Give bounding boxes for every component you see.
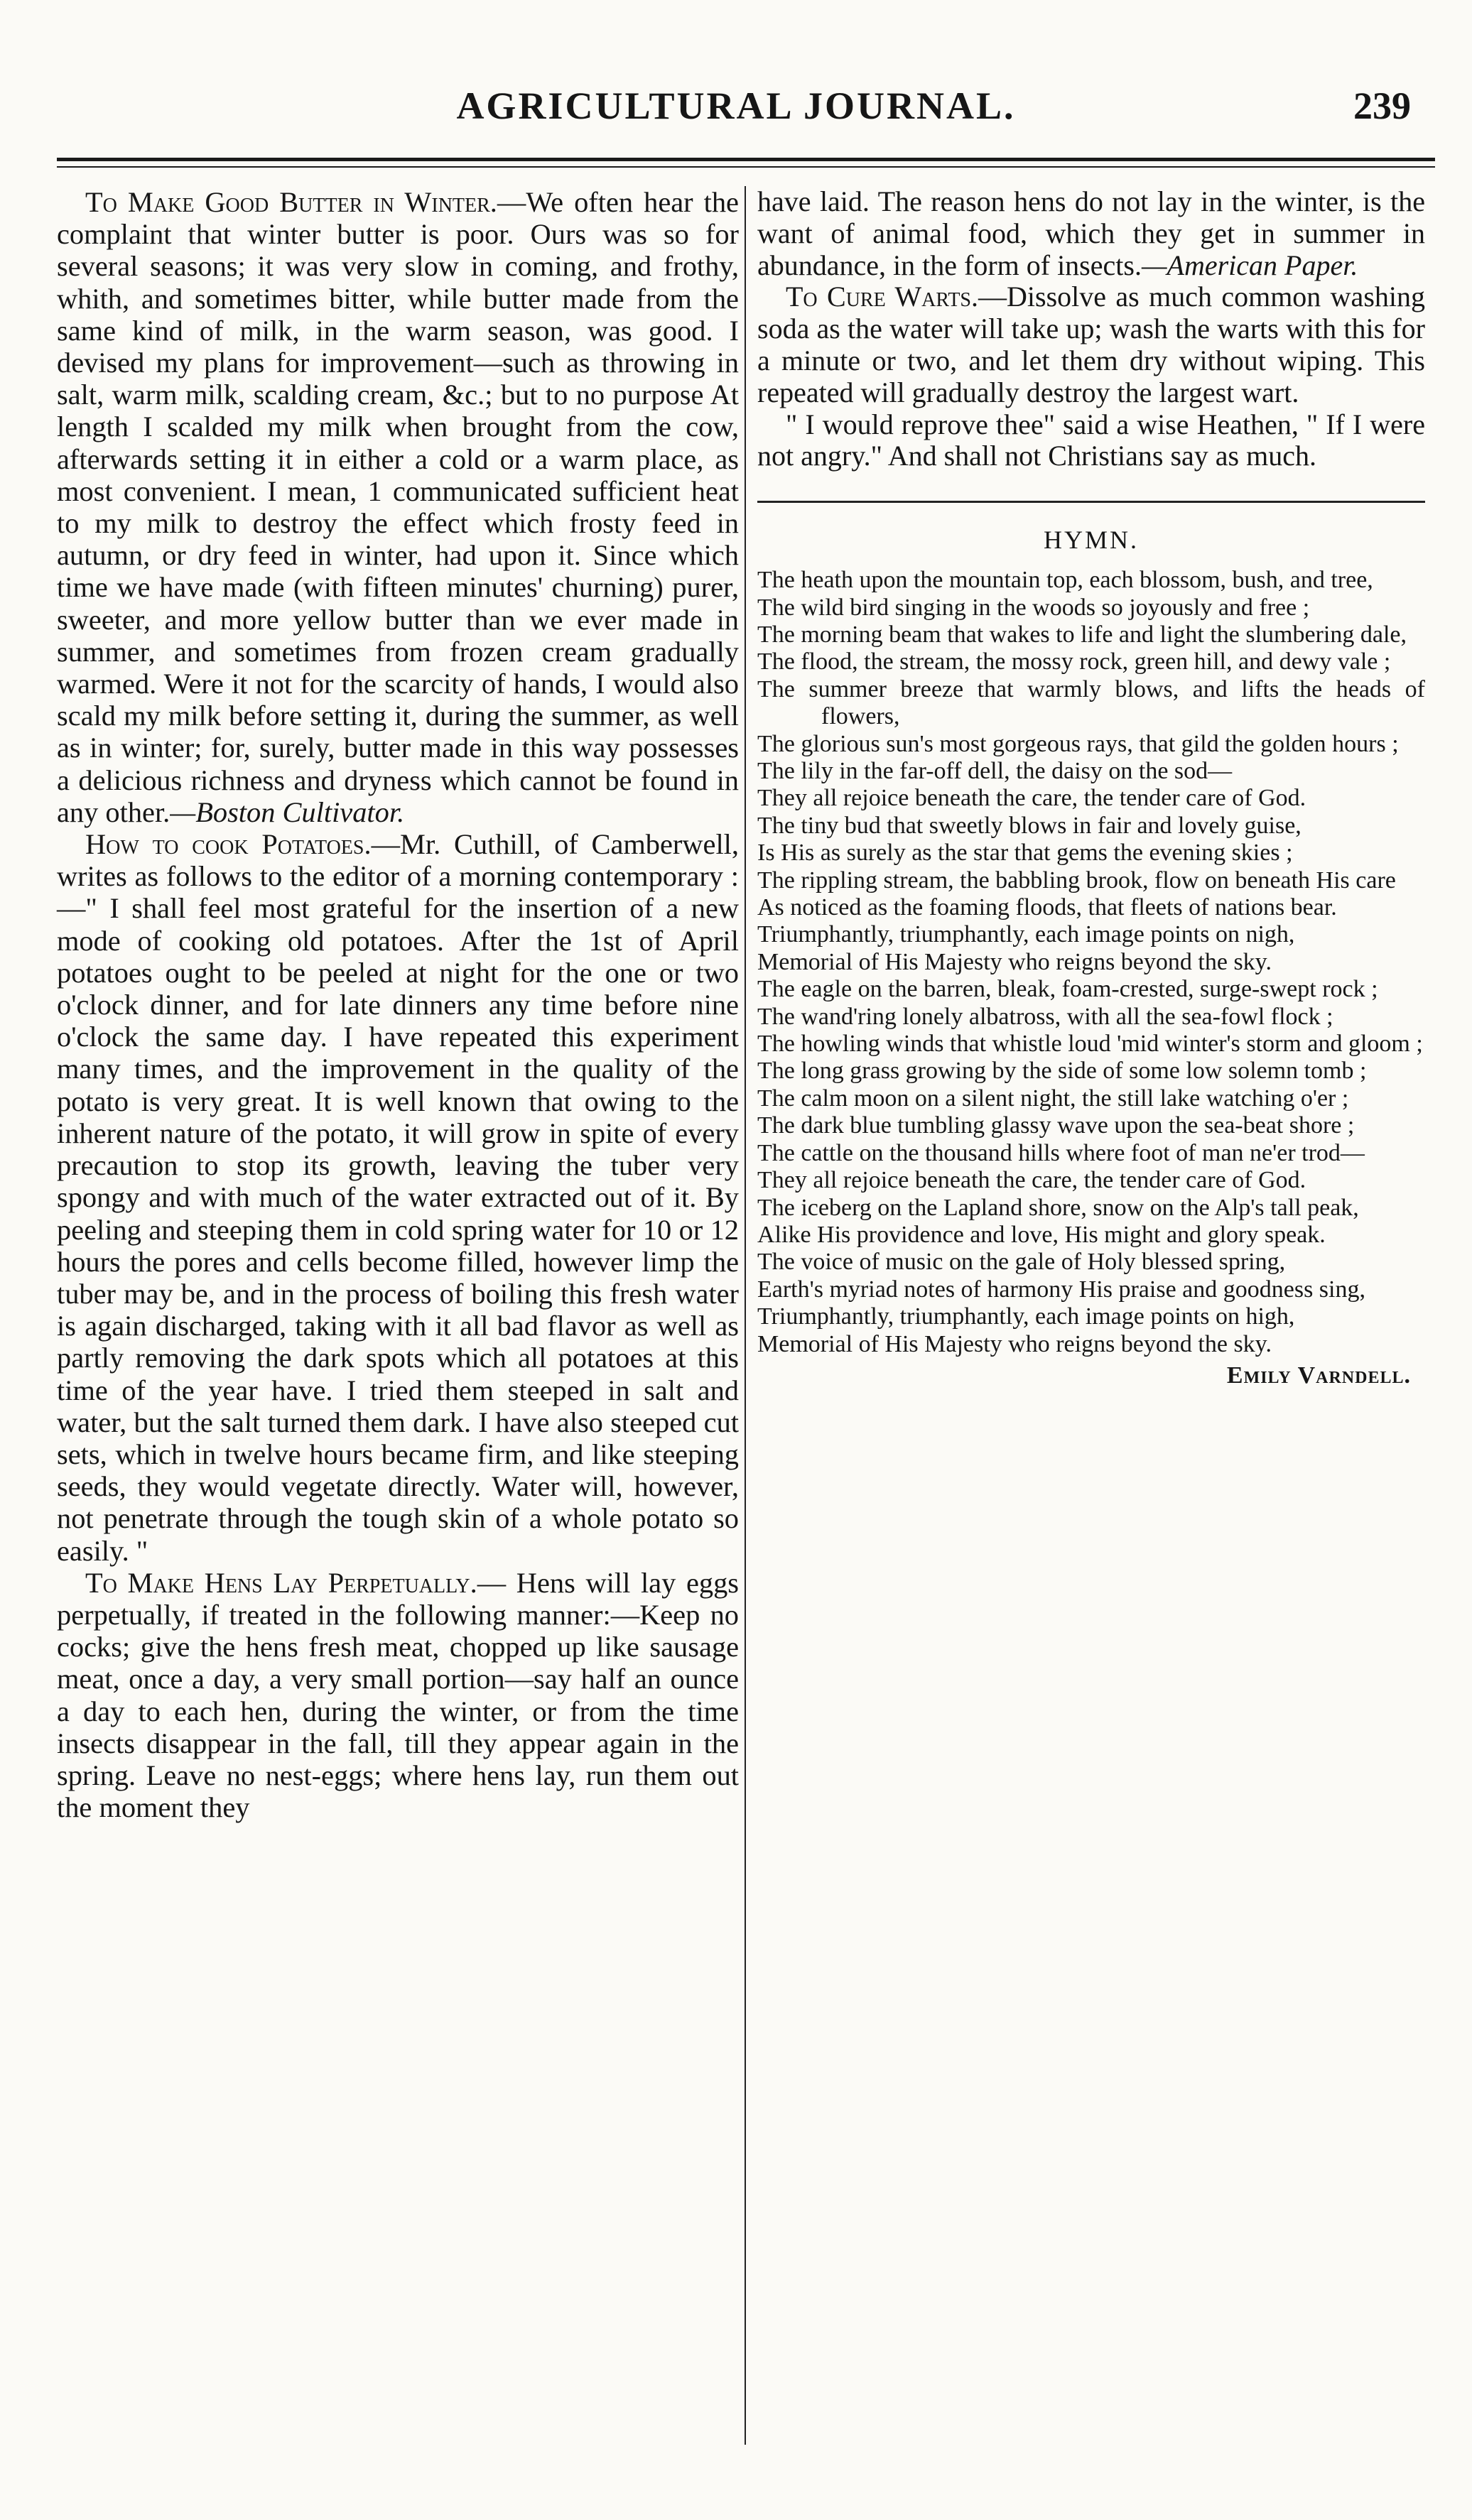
article-hens-continued-body: have laid. The reason hens do not lay in the winter, is the want of animal food, which they get in summer in abundance, in the form of insects. (757, 185, 1425, 281)
hymn-line: Is His as surely as the star that gems the evening skies ; (757, 840, 1293, 867)
right-column (757, 186, 1425, 1389)
article-hens-continued-source: —American Paper. (1141, 249, 1358, 281)
article-hens-continued (757, 186, 1425, 281)
article-hens-body: — Hens will lay eggs perpetually, if treated in the following manner:—Keep no cocks; give the hens fresh meat, chopped up like sausage meat, once a day, a very small portion—say half an ounce a day to each hen, during the winter, or from the time insects disappear in the fall, till they appear again in the spring. Leave no nest-eggs; where hens lay, run them out the moment they (57, 1566, 739, 1824)
hymn-line: The summer breeze that warmly blows, and lifts the heads of flowers, (757, 675, 1425, 730)
hymn-line: The flood, the stream, the mossy rock, green hill, and dewy vale ; (757, 648, 1391, 675)
header-rule-thick (57, 158, 1435, 161)
article-warts (757, 281, 1425, 408)
article-hens (57, 1567, 739, 1824)
page-number: 239 (1353, 85, 1411, 127)
hymn-line: The eagle on the barren, bleak, foam-crested, surge-swept rock ; (757, 976, 1378, 1003)
hymn-line: The rippling stream, the babbling brook, flow on beneath His care (757, 867, 1396, 894)
hymn-line: Triumphantly, triumphantly, each image points on nigh, (757, 921, 1295, 948)
hymn-line: The wand'ring lonely albatross, with all the sea-fowl flock ; (757, 1003, 1333, 1030)
article-butter-title: To Make Good Butter in Winter. (85, 186, 497, 218)
running-head (0, 0, 1472, 142)
hymn-line: Earth's myriad notes of harmony His praise and goodness sing, (757, 1276, 1365, 1303)
hymn-line: The cattle on the thousand hills where foot of man ne'er trod— (757, 1139, 1365, 1166)
hymn-line: The wild bird singing in the woods so joyously and free ; (757, 594, 1310, 621)
article-butter-body: —We often hear the complaint that winter butter is poor. Ours was so for several seasons; it was very slow in coming, and frothy, whith, and sometimes bitter, while butter made from the same kind of milk, in the warm season, was good. I devised my plans for improvement—such as throwing in salt, warm milk, scalding cream, &c.; but to no purpose At length I scalded my milk when brought from the cow, afterwards setting it in either a cold or a warm place, as most convenient. I mean, 1 communicated sufficient heat to my milk to destroy the effect which frosty feed in autumn, or dry feed in winter, had upon it. Since which time we have made (with fifteen minutes' churning) purer, sweeter, and more yellow butter than we ever made in summer, and sometimes from frozen cream gradually warmed. Were it not for the scarcity of hands, I would also scald my milk before setting it, during the summer, as well as in winter; for, surely, butter made in this way possesses a delicious richness and dryness which cannot be found in any other. (57, 186, 739, 828)
hymn-line: The iceberg on the Lapland shore, snow on the Alp's tall peak, (757, 1194, 1359, 1221)
hymn-line: The morning beam that wakes to life and light the slumbering dale, (757, 621, 1407, 648)
article-potatoes-paragraph (57, 828, 739, 1567)
hymn-line: The lily in the far-off dell, the daisy on the sod— (757, 758, 1233, 785)
header-rule-thin (57, 166, 1435, 168)
hymn-line: The voice of music on the gale of Holy blessed spring, (757, 1249, 1286, 1276)
hymn-line: Alike His providence and love, His might and glory speak. (757, 1221, 1326, 1248)
hymn-line: Memorial of His Majesty who reigns beyond the sky. (757, 948, 1272, 975)
article-potatoes-body: —Mr. Cuthill, of Camberwell, writes as follows to the editor of a morning contemporary :—" I shall feel most grateful for the insertion of a new mode of cooking old potatoes. After the 1st of April potatoes ought to be peeled at night for the one or two o'clock dinner, and for late dinners any time before nine o'clock the same day. I have repeated this experiment many times, and the improvement in the quality of the potato is very great. It is well known that owing to the inherent nature of the potato, it will grow in spite of every precaution to stop its growth, leaving the tuber very spongy and with much of the water extracted out of it. By peeling and steeping them in cold spring water for 10 or 12 hours the pores and cells become filled, however limp the tuber may be, and in the process of boiling this fresh water is again discharged, taking with it all bad flavor as well as partly removing the dark spots which all potatoes at this time of the year have. I tried them steeped in salt and water, but the salt turned them dark. I have also steeped cut sets, which in twelve hours became firm, and like steeping seeds, they would vegetate directly. Water will, however, not penetrate through the tough skin of a whole potato so easily. " (57, 828, 739, 1567)
hymn-line: Triumphantly, triumphantly, each image points on high, (757, 1303, 1295, 1330)
hymn-line: They all rejoice beneath the care, the tender care of God. (757, 785, 1306, 812)
hymn-line: The calm moon on a silent night, the still lake watching o'er ; (757, 1085, 1349, 1112)
article-butter-paragraph (57, 186, 739, 828)
hymn-line: The tiny bud that sweetly blows in fair and lovely guise, (757, 812, 1301, 839)
hymn-line: Memorial of His Majesty who reigns beyond the sky. (757, 1330, 1272, 1357)
article-warts-title: To Cure Warts. (786, 281, 979, 313)
journal-title: AGRICULTURAL JOURNAL. (456, 85, 1016, 127)
hymn-line: The dark blue tumbling glassy wave upon the sea-beat shore ; (757, 1112, 1355, 1139)
article-hens-continued-paragraph (757, 186, 1425, 281)
hymn-line: They all rejoice beneath the care, the tender care of God. (757, 1167, 1306, 1194)
article-warts-paragraph (757, 281, 1425, 408)
hymn-lines (757, 567, 1425, 1358)
hymn-line: The glorious sun's most gorgeous rays, that gild the golden hours ; (757, 730, 1399, 757)
article-quote-paragraph: " I would reprove thee" said a wise Heathen, " If I were not angry." And shall not Christians say as much. (757, 408, 1425, 472)
hymn-line: The heath upon the mountain top, each blossom, bush, and tree, (757, 567, 1373, 594)
left-column (57, 186, 739, 1823)
hymn-title: HYMN. (1043, 526, 1139, 555)
article-butter-source: —Boston Cultivator. (170, 795, 405, 828)
article-quote (757, 409, 1425, 473)
article-warts-body: —Dissolve as much common washing soda as the water will take up; wash the warts with this for a minute or two, and let them dry without wiping. This repeated will gradually destroy the largest wart. (757, 281, 1425, 408)
section-divider (757, 501, 1425, 503)
article-potatoes (57, 828, 739, 1567)
hymn-line: The long grass growing by the side of some low solemn tomb ; (757, 1058, 1367, 1085)
article-potatoes-title: How to cook Potatoes. (85, 828, 372, 861)
article-butter (57, 186, 739, 828)
hymn-line: The howling winds that whistle loud 'mid winter's storm and gloom ; (757, 1031, 1423, 1058)
article-hens-paragraph (57, 1567, 739, 1824)
column-divider (745, 186, 746, 2445)
article-hens-title: To Make Hens Lay Perpetually. (85, 1566, 477, 1599)
hymn-line: As noticed as the foaming floods, that fleets of nations bear. (757, 894, 1337, 921)
hymn-author: Emily Varndell. (1226, 1362, 1411, 1389)
hymn (757, 523, 1425, 1389)
